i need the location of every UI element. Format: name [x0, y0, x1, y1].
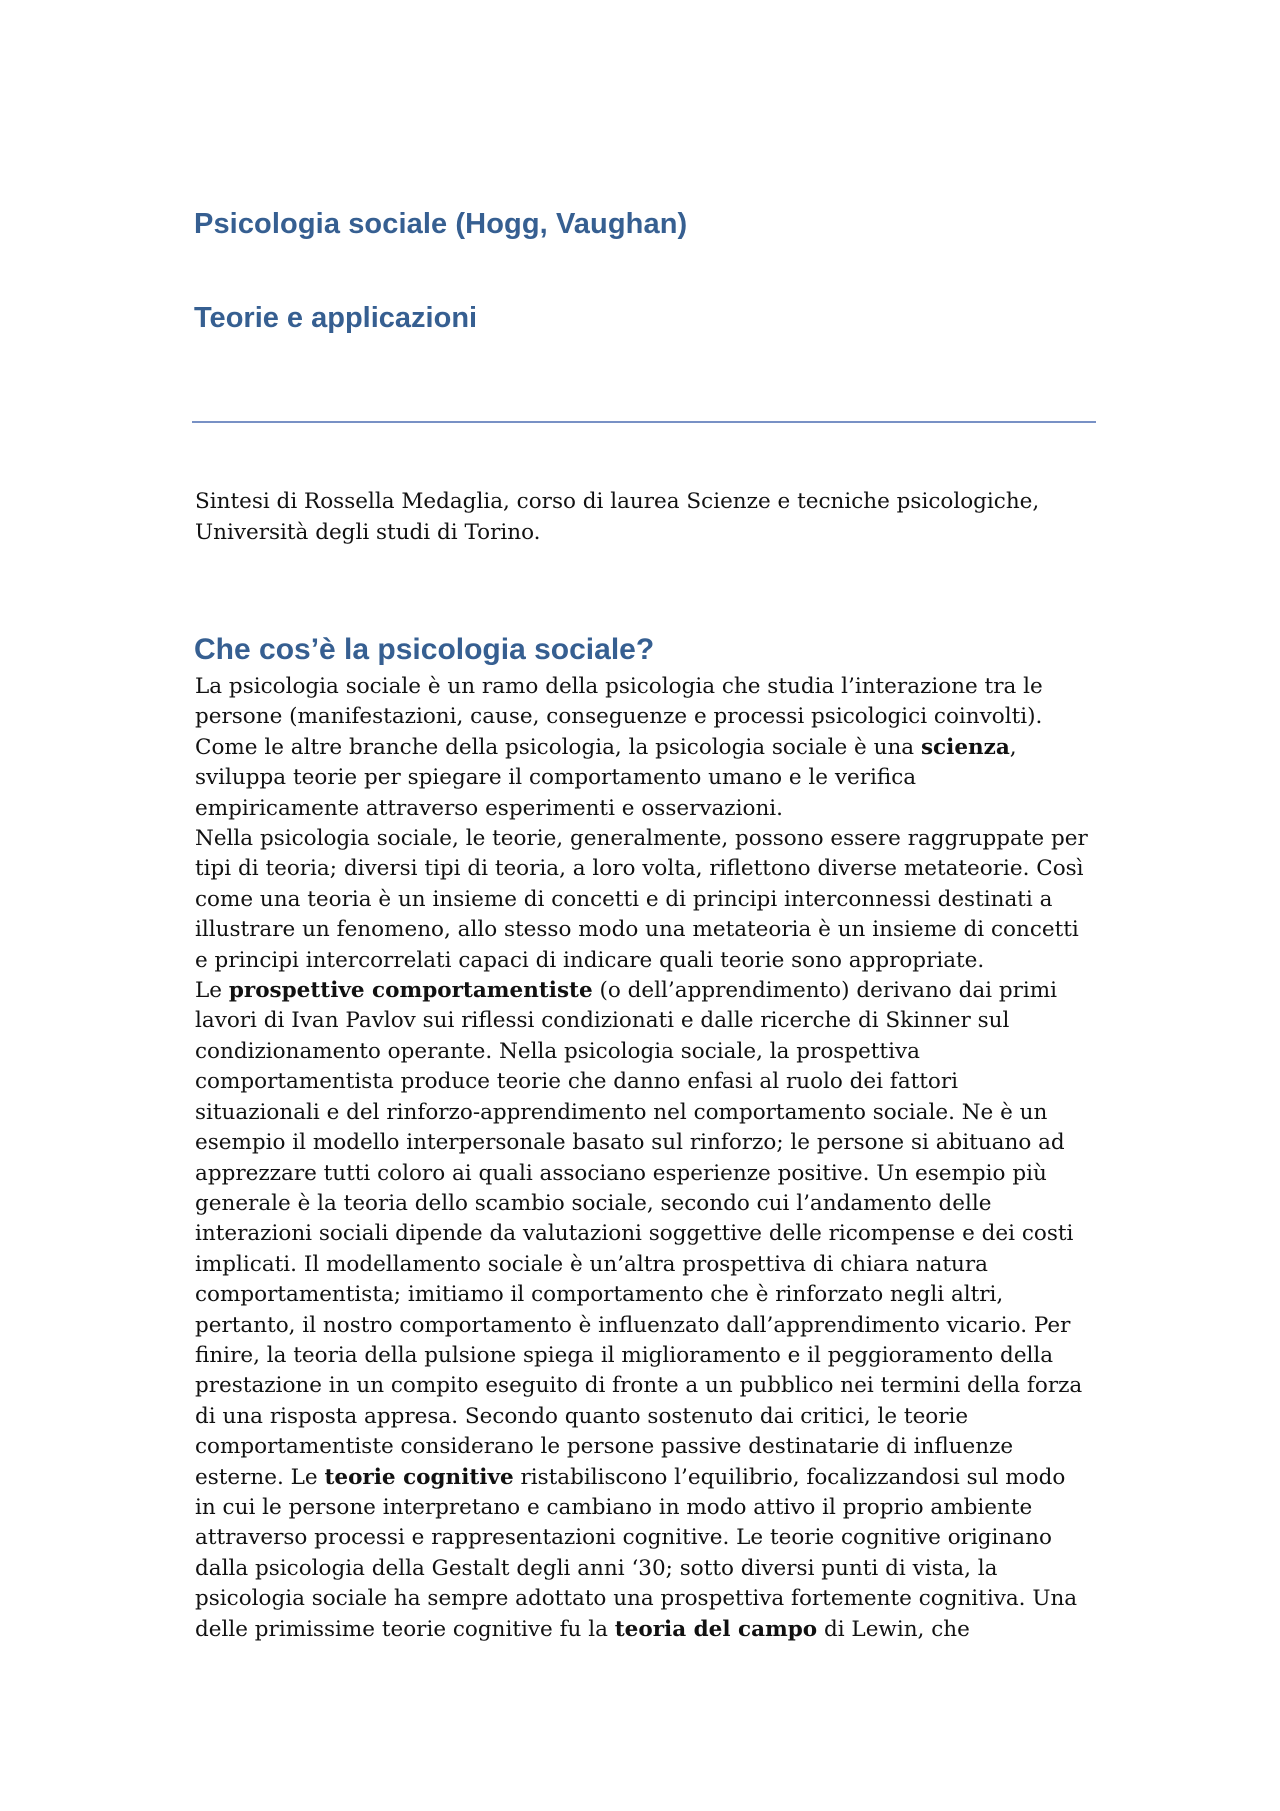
body-line: [195, 1280, 1095, 1310]
bold-term: prospettive comportamentiste: [228, 978, 593, 1004]
body-line: [195, 1615, 1095, 1645]
body-text-segment: pertanto, il nostro comportamento è influenzato dall’apprendimento vicario. Per: [195, 1312, 1071, 1338]
horizontal-divider: [192, 421, 1096, 423]
body-line: [195, 1006, 1095, 1036]
body-text-segment: comportamentista produce teorie che danno enfasi al ruolo dei fattori: [195, 1069, 959, 1095]
body-text-segment: generale è la teoria dello scambio sociale, secondo cui l’andamento delle: [195, 1190, 992, 1216]
body-line: [195, 1371, 1095, 1401]
body-text-segment: Nella psicologia sociale, le teorie, generalmente, possono essere raggruppate per: [195, 826, 1088, 852]
body-line: [195, 1341, 1095, 1371]
author-credit: [195, 487, 1095, 548]
body-line: [195, 1219, 1095, 1249]
bold-term: teorie cognitive: [324, 1464, 514, 1490]
author-credit-line: Università degli studi di Torino.: [195, 519, 541, 545]
body-text-segment: di Lewin, che: [817, 1616, 970, 1642]
body-line: [195, 1128, 1095, 1158]
body-text-segment: attraverso processi e rappresentazioni cognitive. Le teorie cognitive originano: [195, 1525, 1052, 1551]
body-text-segment: tipi di teoria; diversi tipi di teoria, a loro volta, riflettono diverse metateorie. Così: [195, 856, 1084, 882]
body-text-segment: Come le altre branche della psicologia, la psicologia sociale è una: [195, 734, 921, 760]
body-text-segment: di una risposta appresa. Secondo quanto sostenuto dai critici, le teorie: [195, 1403, 969, 1429]
body-text-segment: persone (manifestazioni, cause, conseguenze e processi psicologici coinvolti).: [195, 704, 1043, 730]
body-line: [195, 1311, 1095, 1341]
body-text-segment: come una teoria è un insieme di concetti e di principi interconnessi destinati a: [195, 886, 1053, 912]
body-line: [195, 1037, 1095, 1067]
body-text-segment: e principi intercorrelati capaci di indicare quali teorie sono appropriate.: [195, 947, 985, 973]
body-line: [195, 1250, 1095, 1280]
body-line: [195, 1159, 1095, 1189]
body-text-segment: empiricamente attraverso esperimenti e osservazioni.: [195, 795, 784, 821]
document-title: Psicologia sociale (Hogg, Vaughan): [194, 208, 688, 240]
body-line: [195, 1189, 1095, 1219]
section-body: [195, 672, 1095, 1645]
body-line: [195, 1523, 1095, 1553]
body-text-segment: La psicologia sociale è un ramo della psicologia che studia l’interazione tra le: [195, 674, 1043, 699]
body-line: [195, 854, 1095, 884]
bold-term: scienza: [920, 734, 1010, 760]
body-text-segment: illustrare un fenomeno, allo stesso modo una metateoria è un insieme di concetti: [195, 917, 1079, 943]
body-text-segment: dalla psicologia della Gestalt degli anni ‘30; sotto diversi punti di vista, la: [195, 1555, 998, 1581]
body-text-segment: esterne. Le: [195, 1464, 325, 1490]
body-line: [195, 1554, 1095, 1584]
author-credit-line: Sintesi di Rossella Medaglia, corso di laurea Scienze e tecniche psicologiche,: [195, 489, 1040, 514]
body-text-segment: lavori di Ivan Pavlov sui riflessi condizionati e dalle ricerche di Skinner sul: [195, 1008, 1010, 1034]
body-line: [195, 885, 1095, 915]
document-subtitle: Teorie e applicazioni: [194, 302, 478, 334]
body-line: [195, 1432, 1095, 1462]
body-line: [195, 1493, 1095, 1523]
body-text-segment: in cui le persone interpretano e cambiano in modo attivo il proprio ambiente: [195, 1494, 1033, 1520]
body-text-segment: sviluppa teorie per spiegare il comportamento umano e le verifica: [195, 765, 917, 791]
body-text-segment: finire, la teoria della pulsione spiega il miglioramento e il peggioramento della: [195, 1342, 1054, 1368]
bold-term: teoria del campo: [614, 1616, 818, 1642]
body-line: [195, 763, 1095, 793]
body-text-segment: interazioni sociali dipende da valutazioni soggettive delle ricompense e dei costi: [195, 1221, 1074, 1247]
body-text-segment: prestazione in un compito eseguito di fronte a un pubblico nei termini della forza: [195, 1373, 1083, 1399]
body-line: [195, 976, 1095, 1006]
body-text-segment: condizionamento operante. Nella psicologia sociale, la prospettiva: [195, 1038, 920, 1064]
body-line: [195, 733, 1095, 763]
body-text-segment: ristabiliscono l’equilibrio, focalizzandosi sul modo: [513, 1464, 1066, 1490]
body-text-segment: (o dell’apprendimento) derivano dai primi: [592, 978, 1058, 1004]
body-line: [195, 1067, 1095, 1097]
body-line: [195, 1463, 1095, 1493]
body-line: [195, 824, 1095, 854]
body-text-segment: Le: [195, 978, 229, 1004]
body-line: [195, 946, 1095, 976]
body-text-segment: comportamentiste considerano le persone passive destinatarie di influenze: [195, 1434, 1014, 1460]
body-text-segment: delle primissime teorie cognitive fu la: [195, 1616, 615, 1642]
body-line: [195, 702, 1095, 732]
body-line: [195, 1098, 1095, 1128]
body-line: [195, 1584, 1095, 1614]
body-line: [195, 672, 1095, 702]
body-text-segment: apprezzare tutti coloro ai quali associano esperienze positive. Un esempio più: [195, 1160, 1047, 1186]
body-line: [195, 794, 1095, 824]
body-line: [195, 1402, 1095, 1432]
body-text-segment: implicati. Il modellamento sociale è un’altra prospettiva di chiara natura: [195, 1251, 988, 1277]
body-text-segment: ,: [1009, 734, 1017, 760]
body-text-segment: comportamentista; imitiamo il comportamento che è rinforzato negli altri,: [195, 1282, 1004, 1308]
body-text-segment: situazionali e del rinforzo-apprendimento nel comportamento sociale. Ne è un: [195, 1099, 1048, 1125]
section-heading: Che cos’è la psicologia sociale?: [194, 633, 655, 666]
body-line: [195, 915, 1095, 945]
body-text-segment: psicologia sociale ha sempre adottato una prospettiva fortemente cognitiva. Una: [195, 1586, 1078, 1612]
body-text-segment: esempio il modello interpersonale basato sul rinforzo; le persone si abituano ad: [195, 1130, 1065, 1156]
